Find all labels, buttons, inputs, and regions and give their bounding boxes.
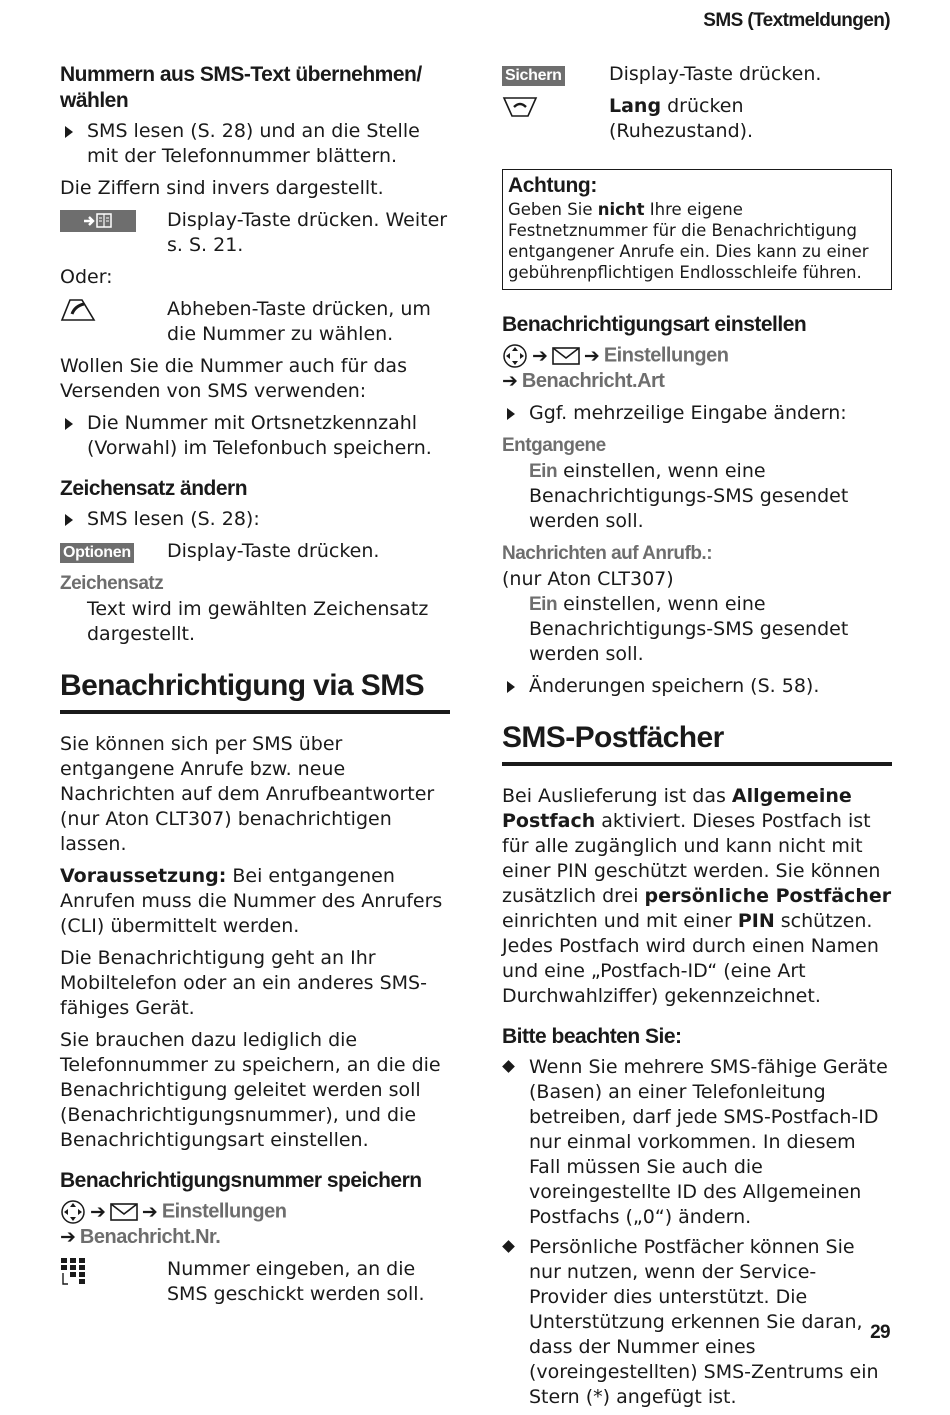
section-title-zeichensatz: Zeichensatz ändern [60,477,248,500]
bullet-sms-lesen: SMS lesen (S. 28) und an die Stelle mit der Telefonnummer blättern. [60,119,450,169]
bullet-aenderungen: Änderungen speichern (S. 58). [502,674,892,699]
lang-text: drücken (Ruhezustand). [609,95,754,142]
bold-part: Allgemeine Postfach [502,785,852,832]
envelope-icon [110,1203,138,1221]
paragraph-intro: Sie können sich per SMS über entgangene Anrufe bzw. neue Nachrichten auf dem Anrufbeantworter (nur Aton CLT307) benachrichtigen lassen. [60,733,435,855]
text-part: einrichten und mit einer [502,910,738,932]
talk-key-icon [60,298,96,322]
navigation-key-icon [502,343,528,369]
paragraph-postfach [502,784,892,1009]
arrow-icon: ➔ [532,344,548,367]
voraussetzung-text: Bei entgangenen Anrufen muss die Nummer des Anrufers (CLI) übermittelt werden. [60,865,443,937]
text-part: aktiviert. Dieses Postfach ist für alle zugänglich und kann nicht mit einer PIN geschützt werden. Sie können zusätzlich drei [502,810,881,907]
keypad-icon [60,1257,90,1287]
bullet-vorwahl: Die Nummer mit Ortsnetzkennzahl (Vorwahl) im Telefonbuch speichern. [60,411,450,461]
paragraph-ziffern: Die Ziffern sind invers dargestellt. [60,177,384,199]
warning-text-part: Ihre eigene Festnetznummer für die Benachrichtigung entgangener Anrufe ein. Dies kann zu einer gebührenpflichtigen Endlosschleife führen. [508,200,869,282]
term-text-entgangene [502,459,892,534]
key-row-optionen [60,539,450,564]
paragraph-versenden: Wollen Sie die Nummer auch für das Versenden von SMS verwenden: [60,355,407,402]
value-ein: Ein [529,461,558,482]
paragraph-mobil: Die Benachrichtigung geht an Ihr Mobiltelefon oder an ein anderes SMS-fähiges Gerät. [60,947,427,1019]
bold-part: PIN [737,910,775,932]
term-text: einstellen, wenn eine Benachrichtigungs-SMS gesendet werden soll. [529,460,849,532]
voraussetzung-label: Voraussetzung: [60,865,227,887]
text-part: Bei Auslieferung ist das [502,785,732,807]
key-text-optionen: Display-Taste drücken. [167,540,380,562]
right-column [502,62,892,1415]
sichern-softkey: Sichern [502,66,565,86]
key-row-sichern [502,62,892,87]
key-row-end [502,94,892,144]
text-part: schützen. Jedes Postfach wird durch einen Namen und eine „Postfach-ID“ (eine Art Durchwahlziffer) gekennzeichnet. [502,910,879,1007]
optionen-softkey: Optionen [60,543,134,563]
running-header: SMS (Textmeldungen) [703,10,890,31]
page-number: 29 [870,1322,890,1343]
warning-emphasis: nicht [597,200,645,219]
lang-label: Lang [609,95,662,117]
diamond-bullet-provider: Persönliche Postfächer können Sie nur nutzen, wenn der Service-Provider dies unterstützt. Die Unterstützung erkennen Sie daran, dass der Nummer eines (voreingestellten) SMS-Zentrums ein Stern (*) angefügt ist. [502,1235,892,1410]
bold-part: persönliche Postfächer [644,885,892,907]
key-text-copy: Display-Taste drücken. Weiter s. S. 21. [167,209,448,256]
key-row-talk [60,297,450,347]
chapter-title-postfaecher: SMS-Postfächer [502,720,892,766]
copy-to-phonebook-softkey-icon [60,210,136,232]
section-title-art: Benachrichtigungsart einstellen [502,313,807,336]
arrow-icon: ➔ [583,344,600,367]
menu-einstellungen: Einstellungen [161,1200,287,1223]
key-text-sichern: Display-Taste drücken. [609,63,822,85]
key-row-copy-number [60,208,450,258]
key-text-keypad: Nummer eingeben, an die SMS geschickt werden soll. [167,1258,425,1305]
paragraph-voraussetzung [60,864,450,939]
section-title-beachten: Bitte beachten Sie: [502,1025,682,1048]
key-row-keypad [60,1257,450,1307]
paragraph-speichern: Sie brauchen dazu lediglich die Telefonnummer zu speichern, an die die Benachrichtigung geleitet werden soll (Benachrichtigungsnummer), und die Benachrichtigungsart einstellen. [60,1029,441,1151]
paragraph-oder: Oder: [60,266,113,288]
term-text-zeichensatz: Text wird im gewählten Zeichensatz dargestellt. [87,598,429,645]
term-note-aton: (nur Aton CLT307) [502,568,674,590]
arrow-icon: ➔ [141,1200,158,1223]
arrow-icon: ➔ [60,1226,76,1248]
warning-text-part: Geben Sie [508,200,598,219]
warning-title: Achtung: [508,174,597,197]
arrow-icon: ➔ [90,1200,106,1223]
diamond-bullet-basen: Wenn Sie mehrere SMS-fähige Geräte (Basen) an einer Telefonleitung betreiben, darf jede SMS-Postfach-ID nur einmal vorkommen. In diesem Fall müssen Sie auch die voreingestellte ID des Allgemeinen Postfachs („0“) ändern. [502,1055,892,1230]
chapter-title-benachrichtigung: Benachrichtigung via SMS [60,668,450,714]
term-text-nachrichten [502,592,892,667]
bullet-sms-lesen-2: SMS lesen (S. 28): [60,507,450,532]
arrow-icon: ➔ [502,370,518,392]
menu-path-nr [60,1199,450,1250]
term-text: einstellen, wenn eine Benachrichtigungs-SMS gesendet werden soll. [529,593,849,665]
bullet-eingabe: Ggf. mehrzeilige Eingabe ändern: [502,401,892,426]
menu-benachricht-nr: Benachricht.Nr. [79,1226,221,1248]
menu-benachricht-art: Benachricht.Art [521,370,665,392]
warning-box [502,169,892,290]
menu-term-nachrichten: Nachrichten auf Anrufb.: [502,543,713,564]
menu-term-entgangene: Entgangene [502,435,606,456]
navigation-key-icon [60,1199,86,1225]
warning-text [508,199,886,283]
end-key-icon [502,96,538,118]
value-ein: Ein [529,594,558,615]
section-title-nummer-speichern: Benachrichtigungsnummer speichern [60,1169,422,1192]
menu-term-zeichensatz: Zeichensatz [60,573,164,594]
section-title-nummern: Nummern aus SMS-Text übernehmen/ wählen [60,63,422,112]
key-text-talk: Abheben-Taste drücken, um die Nummer zu wählen. [167,298,431,345]
envelope-icon [552,347,580,365]
key-text-end [609,94,892,144]
menu-path-art [502,343,892,394]
menu-einstellungen: Einstellungen [603,344,729,367]
left-column [60,62,450,1314]
